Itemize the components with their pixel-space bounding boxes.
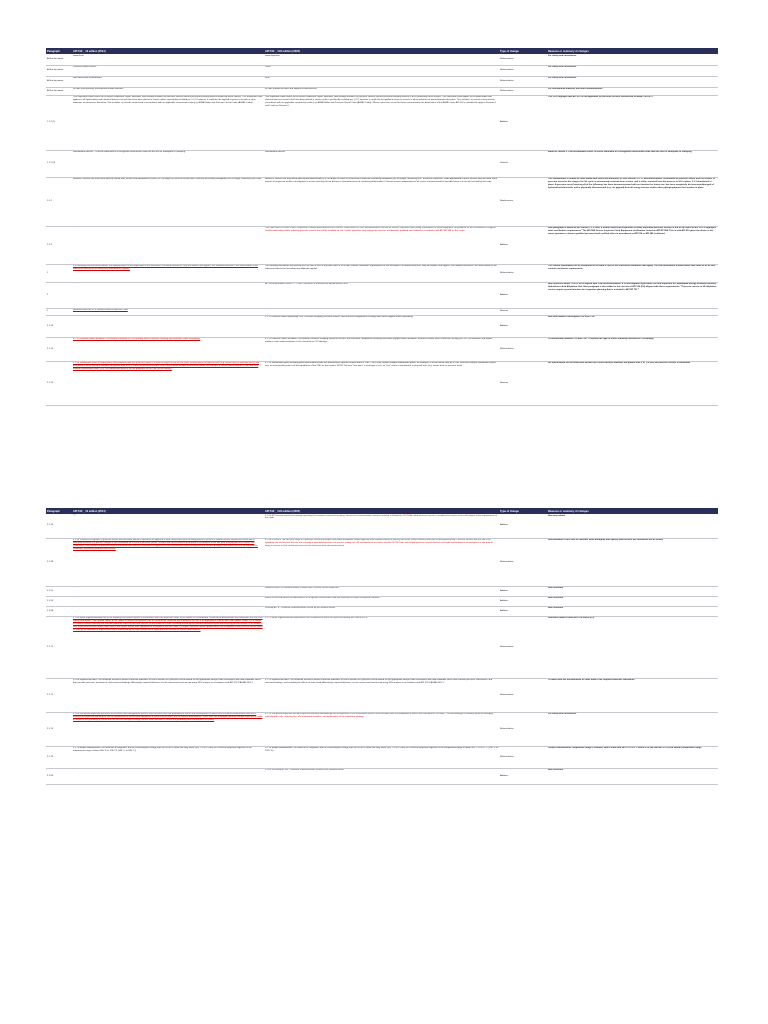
cell-new-text: NDE	[264, 76, 499, 87]
cell-paragraph: 3.1.72	[46, 616, 72, 678]
table-row[interactable]	[46, 95, 718, 150]
cell-old-text: ***	[72, 315, 264, 337]
cell-reason: Temper embrittlement Temperature range is reduced. Now it shall read 343°C to 570°C which is in line with API 571 (2020 edition) temperature range	[547, 746, 718, 768]
cell-paragraph: 1.2.3	[46, 226, 72, 264]
cell-reason: The sentent formulation can be interpreted as all what is said in the referenced standards shall apply. The new formulation instead states that some or all of their content constitutes requirements.	[547, 264, 718, 282]
cell-paragraph: 3.1.15	[46, 361, 72, 405]
cell-new-text: API Recommended Practice 771, Safe Operation of Radiothermic Azeotrophane units	[264, 282, 499, 308]
cell-old-text: ***	[72, 596, 264, 606]
cell-paragraph: 1.1.2 (4)	[46, 150, 72, 177]
cell-change-type: Remove	[499, 308, 547, 315]
cell-new-text: National Board The National Board of Boiler and Pressure Vessel Inspectors.	[264, 586, 499, 596]
cell-reason: For clarity and consistence	[547, 65, 718, 76]
cell-old-text: 3.1.60 repair organization Any one of the following that makes repairs in accordance with this inspection code: a) the holder of a valid ASME Certificate of Authorization that authorizes the use of an appropriate ASME Code symbol stamp; b) the holder of another recognized code of construction certificate that authorizes the use of an appropriate construction code symbol stamp; c) the holder of a valid R-stamp issued by the National Board for repair of pressure vessels; d) the holder of a valid VR-stamp issued by the National Board for repair and servicing of relief valves; e) an owner or user of pressure vessels and/or relief valves that repairs his/her own equipment in accordance with this code; f) a repair contractor whose qualifications are acceptable to the pressure vessel owner or user; g) an individual or organization that is authorized by the legal jurisdiction to repair pressure vessels or service relief devices.	[72, 616, 264, 678]
cell-new-text: nonstandard vessels	[264, 150, 499, 177]
cell-reason: added in section 3.1.54 nonstandard vessel: A vessel fabricated to a recognized construction code that has lost its nameplate or stamping	[547, 150, 718, 177]
cell-change-type: Reformulation	[499, 337, 547, 361]
cell-old-text: ***	[72, 226, 264, 264]
cell-change-type: Reformulation	[499, 87, 547, 95]
cell-reason: To make clear the consideration of static head in the required thickness calculation	[547, 678, 718, 712]
table-row[interactable]	[46, 150, 718, 177]
cell-reason: New Definition	[547, 768, 718, 784]
table-row[interactable]	[46, 361, 718, 405]
cell-new-text: 3.1.78 temper embrittlement The reduction in toughness due to a metallurgical change that can occur in some low alloy steels (e.g. 2-1/4Cr-1Mo) as a result of long-term exposure in the temperature range of about 343 °C to 570 °C (650 °F to 1070 °F).	[264, 746, 499, 768]
header-type-of-change[interactable]: Type of change	[499, 48, 547, 54]
cell-reason: For international audience and word standardization	[547, 87, 718, 95]
cell-change-type: Addition	[499, 95, 547, 150]
cell-reason: the specification for the dimension defined by a circle having a diameter not greater than 3 in. (75 mm) for pressure vessels is withdrawn	[547, 361, 718, 405]
cell-paragraph: All the document	[46, 87, 72, 95]
cell-paragraph: All the document	[46, 54, 72, 65]
cell-reason: New term added to distinguish CUI from CUF	[547, 315, 718, 337]
cell-paragraph: 3.1.88	[46, 606, 72, 616]
cell-change-type: Reformulation	[499, 678, 547, 712]
cell-paragraph: 3.1.51	[46, 586, 72, 596]
comparison-table-page-2	[46, 508, 718, 785]
cell-reason: This is to highlight that API 510 is not applicable for pressure vessels constructed to ASME VIII Div 3.	[547, 95, 718, 150]
table-row[interactable]	[46, 315, 718, 337]
cell-paragraph: 3.1.78	[46, 746, 72, 768]
cell-change-type: Reformulation	[499, 76, 547, 87]
table-row[interactable]	[46, 596, 718, 606]
table-row[interactable]	[46, 226, 718, 264]
cell-new-text: 3.1.11 corrosion under insulation CUI External corrosion of piping, pressure vessels, and structural components resulting from water trapped under insulation. External chloride stress corrosion cracking (ECSCC) of austenitic and duplex stainless steel under insulation is also classified as CUI damage.	[264, 337, 499, 361]
cell-reason: New term added	[547, 514, 718, 538]
cell-new-text: nonrecto vessel A vessel not fabricated to a recognized construction code and meeting no known recognized standard.	[264, 596, 499, 606]
cell-reason: New Definition	[547, 586, 718, 596]
table-row[interactable]	[46, 606, 718, 616]
table-row[interactable]	[46, 308, 718, 315]
cell-paragraph: 3.1.10	[46, 337, 72, 361]
cell-change-type: Addition	[499, 586, 547, 596]
cell-new-text: PRDs	[264, 65, 499, 76]
cell-old-text: ***	[72, 586, 264, 596]
cell-new-text: SI units outside brackets and Imperial inside brackets	[264, 87, 499, 95]
header-old-edition[interactable]: API 510 _ 10 edition (2014)	[72, 48, 264, 54]
table-row[interactable]	[46, 616, 718, 678]
cell-old-text: 3.1.78 temper embrittlement The reduction in toughness due to a metallurgical change that can occur in some low alloy steels (e.g. 2-1/4Cr-1Mo) as a result of long-term exposure in the temperature range of about 650 °F to 1100 °F (343 °C to 593 °C).	[72, 746, 264, 768]
cell-new-text: 3.1.15 examination point recording point measurement point test point A more specific location within a CML. CMLs may contain multiple examination points, for example, a vessel nozzle may be a CML and have multiple examination points (e.g. an examination point in all four quadrants of the CML on the nozzle). NOTE The term "test point" is no longer in use, as "test" refers to mechanical or physical tests (e.g. tensile tests or pressure tests).	[264, 361, 499, 405]
cell-new-text: 3.1.73 required thickness The minimum thickness without corrosion allowance for each element of a pressure vessel based on the appropriate design code calculations and code allowable stress that consider pressure, mechanical, and structural loadings, and including the effects of static head. Alternately, required thickness can be reassessed and revised using FFS analysis in accordance with API 579-1/ASME FFS-1.	[264, 678, 499, 712]
cell-old-text: 3.1.66 risk-based inspection RBI A risk assessment and management process that considers both the probability of failure and consequence of failure due to material deterioration and that is focused on inspection planning for loss of containment of pressurized equipment in processing facilities, due to material deterioration. These risks are managed primarily through inspection in order to influence the probability of failure but can also be managed through various other methods to control the probability and consequence of failure.	[72, 712, 264, 746]
table-row[interactable]	[46, 282, 718, 308]
cell-old-text: ***	[72, 606, 264, 616]
comparison-table-page-1	[46, 48, 718, 406]
cell-change-type: Reformulation	[499, 54, 547, 65]
cell-paragraph: 2	[46, 308, 72, 315]
cell-paragraph: 3.1.16	[46, 514, 72, 538]
cell-paragraph: 2	[46, 264, 72, 282]
cell-old-text: ***	[72, 514, 264, 538]
header-new-edition[interactable]: API 510 _ 11th edition (2022)	[264, 508, 499, 514]
table-row[interactable]	[46, 337, 718, 361]
cell-change-type: Reformulation	[499, 264, 547, 282]
cell-old-text: 3.1.35 in service Designates a pressure vessel that has been placed in operation as opposed to new construction prior to being placed in service or retired vessels. A pressure vessel not in operation because of a process outage is still considered an in-service pressure vessel. Vessels that are not under construction or in transport to the site prior to being placed in service are considered. This includes all pressure vessels that have been placed in operation as opposed to new construction before being placed in service. A stage in the service life of a vessel between installation and being removed from service.	[72, 538, 264, 586]
cell-new-text: This code does not cover source inspection of newly fabricated pressure vessels. Refer to API RP 588 'Recommended Practice for Source Inspection and Quality Surveillance of Fixed Equipment' for guidance on the surveillance of supplier vendors fabricating and/or repairing pressure vessels that will be installed on site. Certain operators may engage the services of individuals qualified and certified in accordance with API RP 588 on this scope.	[264, 226, 499, 264]
cell-reason: Reference made to other API 510 article (6.3)	[547, 616, 718, 678]
cell-old-text: 3.1.66 required thickness The minimum thickness without corrosion allowance for each element of a pressure vessel based on the appropriate design code calculations and code allowable stress that consider pressure, mechanical, and structural loadings. Alternately, required thickness can be reassessed and revised using FFS analysis in accordance with API 579-1/ASME FFS-1.	[72, 678, 264, 712]
cell-paragraph: 3.1.36	[46, 538, 72, 586]
cell-old-text: Pressure Relief Devices	[72, 65, 264, 76]
table-row[interactable]	[46, 712, 718, 746]
cell-old-text: National Board NB-23 & National Board Inspection Code	[72, 308, 264, 315]
cell-reason: New reference added. This is to be aligned with CSB recommendation. It is investigation report after Fire and Explosion at Philadelphia Energy Solutions Refinery Hydrofluoric Acid Alkylation Unit. New paragraph is also added in this version of API 510 (5.6) aligned with these requirements: "Pressure vessels in HF alkylation service require special attention for inspection planning that is included in API RP 751."	[547, 282, 718, 308]
header-reason[interactable]: Reasons or summary of changes	[547, 508, 718, 514]
table-row[interactable]	[46, 264, 718, 282]
table-row[interactable]	[46, 678, 718, 712]
cell-reason: This modification is related to some added new terms and difinitions in 2022 version: 3.1.17 decommissioned: Termination of pressure vessel from its service. A pressure vessel at this stage of its life cycle is permanently removed from service, and is either removed from the process or left in place. 3.1.1 abandoned in place: A pressure vessel meeting all of the following: has been decommissioned with no intention for future use; has been completely de-inventoried/purged of hydrocarbon/chemicals; and is physically disconnected (e.g., air gapped) from all energy sources and/or other piping/equipment but remains in place.	[547, 177, 718, 226]
comparison-table	[46, 508, 718, 785]
cell-old-text: 3.1.11 corrosion under insulation CUI External corrosion of CUI including stress corrosion cracking and corrosion under fireproofing.	[72, 337, 264, 361]
cell-new-text: owner/operator	[264, 54, 499, 65]
cell-paragraph: 3.1.72	[46, 678, 72, 712]
header-new-edition[interactable]: API 510 _ 11th edition (2022)	[264, 48, 499, 54]
cell-change-type: Deleted	[499, 150, 547, 177]
cell-reason: Reformulation of this term to eliminate some ambiguity and specify what vessels are considered out of service	[547, 538, 718, 586]
cell-change-type: Addition	[499, 226, 547, 264]
cell-old-text: However, vessels that have been officially retired from service and abandoned in place (i.e. no longer an asset of record from a financial accounting standpoint) are no longer covered by this code.	[72, 177, 264, 226]
cell-old-text: nonstandard vessels – a vessel fabricated to a recognized construction code that has lost its nameplate or stamping.	[72, 150, 264, 177]
cell-reason: New Definition	[547, 606, 718, 616]
cell-change-type: Reformulation	[499, 538, 547, 586]
header-type-of-change[interactable]: Type of change	[499, 508, 547, 514]
comparison-table	[46, 48, 718, 406]
table-row[interactable]	[46, 87, 718, 95]
cell-paragraph: All the document	[46, 65, 72, 76]
cell-change-type: Reformulation	[499, 65, 547, 76]
table-row[interactable]	[46, 76, 718, 87]
table-row[interactable]	[46, 586, 718, 596]
cell-old-text: ***	[72, 768, 264, 784]
cell-old-text: IS units (inch-pounds) and imperial outside brackets	[72, 87, 264, 95]
cell-old-text: This inspection code covers the in-service inspection, repair, alteration, and rerating activities for pressure vessels and the pressure-relieving devices protecting these vessels. This inspection code applies to all hydrocarbon and chemical process vessels that have been placed in service unless specifically excluded per 1.2.2; however, it could also be applied to process vessels in other industries at owner/user discretion. This includes: a) vessels constructed in accordance with an applicable construction code (e.g. ASME Boiler and Pressure Vessel Code (ASME Code)).	[72, 95, 264, 150]
cell-new-text: 3.1.72 repair organization An organization that is qualified to make the repair by meeting the criteria of 6.3.	[264, 616, 499, 678]
table-row[interactable]	[46, 514, 718, 538]
cell-change-type: Replacement	[499, 177, 547, 226]
cell-new-text: ***	[264, 308, 499, 315]
cell-new-text: The following documents are referred to in the text in such a way that some or all of their content constitutes requirements of this document. For dated references, only the edition cited applies. For undated references, the latest edition of the referenced document (including any addenda) applies.	[264, 264, 499, 282]
cell-reason: New Definition	[547, 596, 718, 606]
table-row[interactable]	[46, 65, 718, 76]
cell-paragraph: 3.1.10	[46, 315, 72, 337]
header-old-edition[interactable]: API 510 _ 10 edition (2014)	[72, 508, 264, 514]
cell-new-text: However, vessels that have been officially decommissioned (i.e. no longer an asset of record from a financial accounting standpoint) are no longer covered by this "in-service inspection" code. Abandoned in place vessels may still need some amount of inspection and/or risk mitigation to assure that they do not become a hazard because of continuing deterioration. Pressure vessels temporarily out of service and preserved for possible future use are still covered by this code.	[264, 177, 499, 226]
table-row[interactable]	[46, 538, 718, 586]
cell-change-type: Addition	[499, 596, 547, 606]
cell-reason	[547, 308, 718, 315]
cell-paragraph: 3.1.83	[46, 768, 72, 784]
cell-change-type: Addition	[499, 606, 547, 616]
cell-old-text: ***	[72, 282, 264, 308]
cell-new-text: R-stamp An "R" Certificate of Authorization issued by the National Board.	[264, 606, 499, 616]
table-row[interactable]	[46, 768, 718, 784]
cell-change-type: Addition	[499, 315, 547, 337]
cell-reason: To differentiate between CUI and CUF. To specify the type of stress cracking classified as CUI damage	[547, 337, 718, 361]
cell-change-type: Addition	[499, 282, 547, 308]
header-paragraph[interactable]: Paragraph	[46, 508, 72, 514]
cell-new-text: This inspection code covers the in-service inspection, repair, alteration, and rerating activities for pressure vessels and the pressure-relieving devices (PRDs) protecting these vessels. This inspection code applies to all hydrocarbon and chemical process vessels that have been placed in service unless specifically excluded per 1.2.2; however, it could also be applied to process vessels in other industries at owner/operator discretion. This includes: a) vessels constructed in accordance with an applicable construction code (e.g. ASME Boiler and Pressure Vessel Code (ASME Code)). Where a pressure vessel has been constructed to the dimensions of the ASME Code, API 510 is intended to apply to Divisions 1 and 2 and not Division 3.	[264, 95, 499, 150]
cell-new-text: 3.1.16 fill Pressure vessel not currently operating, but remains connected to piping, electrical or instrumentation (may be isolated or blinded in). NOTE An idled pressure vessel is considered in service and is still subject to the requirements of this code.	[264, 514, 499, 538]
cell-new-text: 3.1.36 in service The life cycle stage of a pressure vessel that begins after initial installation (where typically initial commissioning or placing into active service follows) and ends at decommissioning. Pressure vessels that are idle in an operating site and vessels that are not currently in operation because of a process outage are still considered as in-service vessels. NOTE Does not include pressure vessels that are still under construction or in transport to a site prior to being in service or that include pressure vessels that have been decommissioned.	[264, 538, 499, 586]
cell-old-text: 3.1.15 examination point recording point measurement point test point (test point is a term no longer in use as test refers to mechanical or physical tests (e.g. tensile tests or pressure tests)). An area within a circle having a diameter not greater than 3 in. (75 mm) for pressure vessels. CMLs may contain multiple examination points, for example, a vessel nozzle may be a CML and have multiple examination points (e.g., an examination point in all four quadrants of the CML on the nozzle).	[72, 361, 264, 405]
cell-change-type: Reformulation	[499, 616, 547, 678]
cell-change-type: Addition	[499, 514, 547, 538]
cell-paragraph: All the document	[46, 76, 72, 87]
cell-paragraph: 2	[46, 282, 72, 308]
table-row[interactable]	[46, 746, 718, 768]
header-reason[interactable]: Reasons or summary of changes	[547, 48, 718, 54]
cell-paragraph: 3.1.53	[46, 596, 72, 606]
cell-reason: For clarity and consistence	[547, 76, 718, 87]
cell-old-text: owner/user	[72, 54, 264, 65]
table-row[interactable]	[46, 54, 718, 65]
cell-new-text: 3.1.11 corrosion under fireproofing CUF Corrosion of piping, pressure vessels, and structural components resulting from water trapped under fireproofing.	[264, 315, 499, 337]
cell-change-type: Reformulation	[499, 712, 547, 746]
cell-new-text: 3.1.74 risk-based inspection RBI An inspection planning methodology that incorporates a risk assessment process that considers both the probability of failure and consequence of failure. The methodology is primarily aimed at managing unacceptable risks, reducing loss of containment incidents, and optimization of the inspection strategy.	[264, 712, 499, 746]
cell-paragraph: 1.2.2	[46, 177, 72, 226]
cell-reason: For clarity and consistence	[547, 712, 718, 746]
cell-old-text: Non destructive Examinations	[72, 76, 264, 87]
cell-change-type: Remove	[499, 361, 547, 405]
cell-old-text: The following referenced documents are indispensable for the application of this document. For dated references, only the edition cited applies. For undated references, the latest edition of the referenced document (including any amendments) applies.	[72, 264, 264, 282]
header-paragraph[interactable]: Paragraph	[46, 48, 72, 54]
cell-paragraph: 1.1.2 (1)	[46, 95, 72, 150]
table-row[interactable]	[46, 177, 718, 226]
cell-new-text: 3.1.84 UR-stamp A "UR" Certificate of Authorization issued by the National Board.	[264, 768, 499, 784]
cell-reason: For clarity and consistence	[547, 54, 718, 65]
cell-paragraph: 3.1.74	[46, 712, 72, 746]
cell-reason: New paragraph is added to this clause (1.2.3 new). It clearly stated that inspection of newly fabricated pressure vessels is out of the intent of API 510. It highlights other certification requirements "The API 588 'Source Inspector Fixed Equipment certification' based on API RP 588. This is with API 510 given the desire in the owner operator to choose qualified personnel and certified either in accordance to API 510 or API 588 is allowed.	[547, 226, 718, 264]
cell-change-type: Reformulation	[499, 746, 547, 768]
cell-change-type: Addition	[499, 768, 547, 784]
